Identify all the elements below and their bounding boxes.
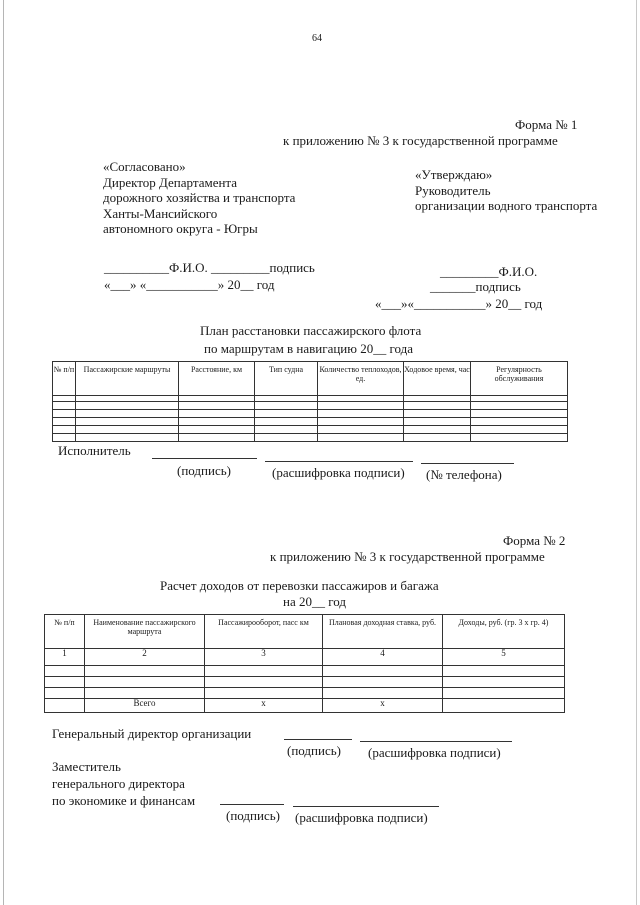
scan-left-edge bbox=[3, 0, 4, 905]
agreed-line: дорожного хозяйства и транспорта bbox=[103, 190, 296, 205]
deputy-line: Заместитель bbox=[52, 759, 121, 774]
table-row bbox=[45, 688, 565, 699]
form1-header-cell: № п/п bbox=[53, 362, 76, 396]
deputy-line: по экономике и финансам bbox=[52, 793, 196, 808]
approved-line: Руководитель bbox=[415, 182, 491, 198]
form1-appendix: к приложению № 3 к государственной программе bbox=[283, 133, 558, 148]
executor-label: Исполнитель bbox=[58, 443, 131, 458]
table-row bbox=[53, 402, 568, 410]
caption-signature: (подпись) bbox=[177, 463, 231, 478]
gd-caption-signature-decode: (расшифровка подписи) bbox=[368, 745, 501, 760]
signature-line bbox=[220, 804, 284, 805]
form1-label: Форма № 1 bbox=[515, 117, 578, 132]
agreed-line: автономного округа - Югры bbox=[103, 221, 258, 236]
form1-right-date: «___»«___________» 20__ год bbox=[375, 296, 543, 311]
form1-agreed-block bbox=[103, 159, 295, 237]
deputy-block bbox=[52, 758, 195, 809]
form1-title-line1: План расстановки пассажирского флота bbox=[200, 323, 422, 338]
agreed-line: Ханты-Мансийского bbox=[103, 205, 218, 221]
deputy-caption-signature: (подпись) bbox=[226, 808, 280, 823]
deputy-line: генерального директора bbox=[52, 776, 185, 791]
caption-phone: (№ телефона) bbox=[426, 467, 502, 482]
general-director-label: Генеральный директор организации bbox=[52, 726, 252, 741]
form2-header-cell: Пассажирооборот, пасс км bbox=[205, 615, 323, 649]
total-x-mark: х bbox=[323, 699, 443, 713]
form1-approved-block bbox=[415, 167, 597, 214]
form1-header-cell: Тип судна bbox=[255, 362, 318, 396]
scan-right-edge bbox=[636, 0, 637, 905]
form1-table bbox=[52, 361, 568, 442]
deputy-caption-signature-decode: (расшифровка подписи) bbox=[295, 810, 428, 825]
form1-title-line2: по маршрутам в навигацию 20__ года bbox=[204, 341, 413, 356]
form1-header-cell: Расстояние, км bbox=[179, 362, 255, 396]
form1-left-signature: __________Ф.И.О. _________подпись bbox=[104, 260, 315, 275]
signature-line bbox=[152, 458, 257, 459]
form2-title-line1: Расчет доходов от перевозки пассажиров и багажа bbox=[160, 578, 439, 593]
form2-table-header-row bbox=[45, 615, 565, 649]
form2-header-cell: Наименование пассажирского маршрута bbox=[85, 615, 205, 649]
agreed-line: «Согласовано» bbox=[103, 159, 186, 174]
form2-header-cell: № п/п bbox=[45, 615, 85, 649]
form2-appendix: к приложению № 3 к государственной программе bbox=[270, 549, 545, 564]
table-row bbox=[53, 426, 568, 434]
table-row bbox=[53, 418, 568, 426]
form1-header-cell: Регулярность обслуживания bbox=[471, 362, 568, 396]
column-number: 5 bbox=[443, 649, 565, 666]
form2-title-line2: на 20__ год bbox=[283, 594, 346, 609]
gd-caption-signature: (подпись) bbox=[287, 743, 341, 758]
caption-signature-decode: (расшифровка подписи) bbox=[272, 465, 405, 480]
table-row bbox=[45, 666, 565, 677]
agreed-line: Директор Департамента bbox=[103, 174, 238, 190]
page-number: 64 bbox=[312, 33, 322, 44]
form2-header-cell: Плановая доходная ставка, руб. bbox=[323, 615, 443, 649]
approved-line: организации водного транспорта bbox=[415, 198, 598, 213]
form2-column-numbers-row bbox=[45, 649, 565, 666]
column-number: 2 bbox=[85, 649, 205, 666]
form1-header-cell: Количество теплоходов, ед. bbox=[318, 362, 404, 396]
column-number: 4 bbox=[323, 649, 443, 666]
signature-line bbox=[421, 463, 514, 464]
table-row bbox=[45, 677, 565, 688]
form1-table-header-row bbox=[53, 362, 568, 396]
approved-line: «Утверждаю» bbox=[415, 167, 493, 182]
form2-header-cell: Доходы, руб. (гр. 3 х гр. 4) bbox=[443, 615, 565, 649]
column-number: 3 bbox=[205, 649, 323, 666]
column-number: 1 bbox=[45, 649, 85, 666]
total-label: Всего bbox=[85, 699, 205, 713]
form2-total-row bbox=[45, 699, 565, 713]
form1-header-cell: Ходовое время, час bbox=[404, 362, 471, 396]
signature-line bbox=[265, 461, 413, 462]
form1-right-fio: _________Ф.И.О. bbox=[440, 264, 538, 279]
form1-right-signature: _______подпись bbox=[430, 279, 521, 294]
table-row bbox=[53, 434, 568, 442]
table-row bbox=[53, 410, 568, 418]
form2-table bbox=[44, 614, 565, 713]
form1-header-cell: Пассажирские маршруты bbox=[76, 362, 179, 396]
total-x-mark: х bbox=[205, 699, 323, 713]
form1-left-date: «___» «___________» 20__ год bbox=[104, 277, 275, 292]
signature-line bbox=[293, 806, 439, 807]
signature-line bbox=[284, 739, 352, 740]
form2-label: Форма № 2 bbox=[503, 533, 566, 548]
signature-line bbox=[360, 741, 512, 742]
